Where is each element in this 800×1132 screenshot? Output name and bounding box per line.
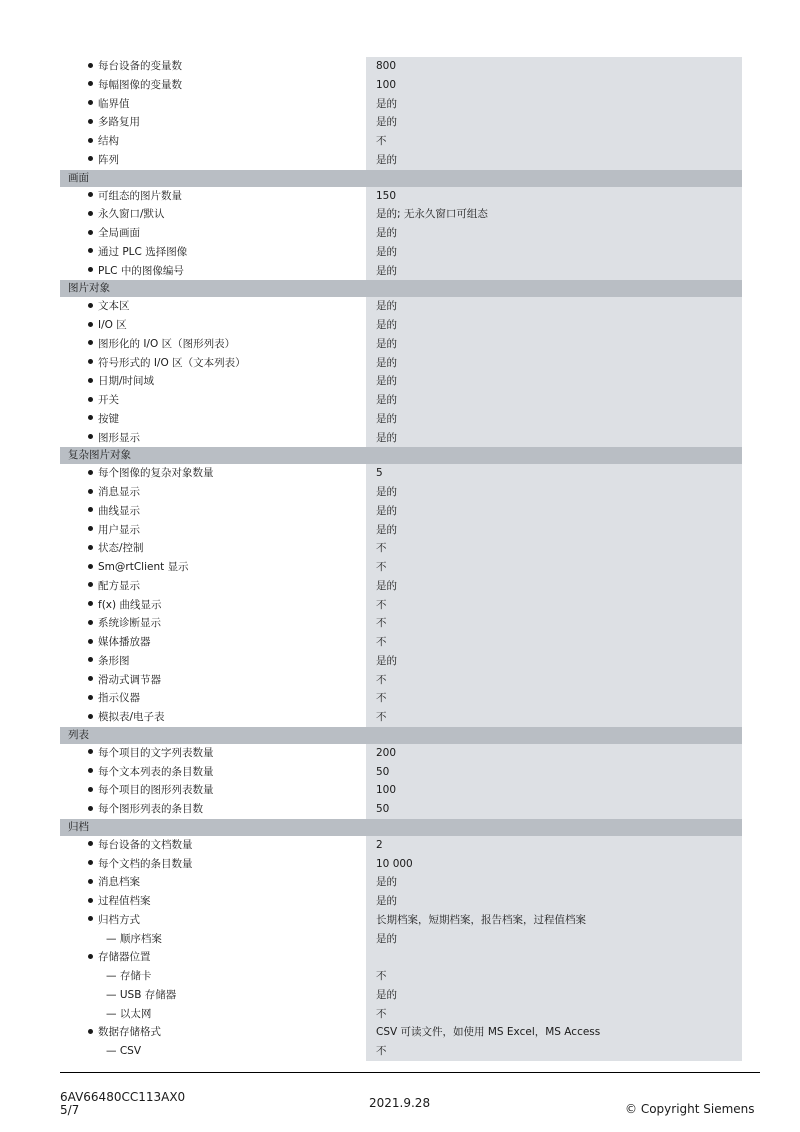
spec-value: 5 xyxy=(366,464,742,483)
bullet-icon xyxy=(88,230,93,235)
spec-label-text: 多路复用 xyxy=(98,116,140,129)
bullet-icon xyxy=(88,267,93,272)
spec-label-text: 文本区 xyxy=(98,300,130,313)
spec-row xyxy=(60,1042,742,1061)
spec-label-text: Sm@rtClient 显示 xyxy=(98,561,189,573)
spec-label-text: 每个项目的图形列表数量 xyxy=(98,784,214,797)
bullet-icon xyxy=(88,545,93,550)
spec-label xyxy=(88,354,246,373)
spec-value: 是的 xyxy=(366,502,742,521)
spec-label xyxy=(88,316,127,335)
spec-label-text: PLC 中的图像编号 xyxy=(98,264,184,277)
spec-row xyxy=(60,132,742,151)
spec-value: 不 xyxy=(366,596,742,615)
spec-label-text: — 以太网 xyxy=(106,1007,152,1020)
spec-row xyxy=(60,763,742,782)
spec-value: 是的 xyxy=(366,243,742,262)
spec-label-text: 消息显示 xyxy=(98,486,140,498)
spec-value: 150 xyxy=(366,187,742,206)
spec-row xyxy=(60,892,742,911)
bullet-icon xyxy=(88,359,93,364)
section-header: 列表 xyxy=(60,727,742,744)
spec-row xyxy=(60,410,742,429)
spec-label xyxy=(88,948,151,967)
bullet-icon xyxy=(88,378,93,383)
section-header: 画面 xyxy=(60,170,742,187)
spec-label xyxy=(88,521,140,540)
spec-row xyxy=(60,577,742,596)
spec-label-text: 全局画面 xyxy=(98,227,140,239)
bullet-icon xyxy=(88,1029,93,1034)
spec-label xyxy=(88,577,140,596)
spec-row xyxy=(60,391,742,410)
spec-label xyxy=(88,1023,161,1042)
section-header: 图片对象 xyxy=(60,280,742,297)
bullet-icon xyxy=(88,841,93,846)
spec-value: 不 xyxy=(366,967,742,986)
bullet-icon xyxy=(88,601,93,606)
bullet-icon xyxy=(88,639,93,644)
spec-value: 是的 xyxy=(366,316,742,335)
bullet-icon xyxy=(88,749,93,754)
spec-row xyxy=(60,429,742,448)
spec-value: 是的 xyxy=(366,297,742,316)
spec-value: 是的; 无永久窗口可组态 xyxy=(366,205,742,224)
spec-label-text: 每台设备的文档数量 xyxy=(98,838,193,851)
spec-label xyxy=(88,558,189,577)
spec-label xyxy=(88,596,161,615)
spec-label-text: 模拟表/电子表 xyxy=(98,711,165,723)
spec-label xyxy=(106,986,176,1005)
spec-label xyxy=(88,151,119,170)
spec-value: 是的 xyxy=(366,577,742,596)
spec-row xyxy=(60,596,742,615)
spec-label xyxy=(88,539,144,558)
spec-row xyxy=(60,930,742,949)
spec-row xyxy=(60,372,742,391)
spec-row xyxy=(60,521,742,540)
spec-label-text: f(x) 曲线显示 xyxy=(98,598,162,611)
spec-label-text: — CSV xyxy=(106,1045,142,1057)
spec-value: 10 000 xyxy=(366,855,742,874)
bullet-icon xyxy=(88,879,93,884)
spec-label xyxy=(88,224,140,243)
article-number: 6AV66480CC113AX0 xyxy=(60,1090,186,1104)
spec-row xyxy=(60,1005,742,1024)
spec-label-text: 存储器位置 xyxy=(98,951,151,964)
spec-row xyxy=(60,297,742,316)
bullet-icon xyxy=(88,340,93,345)
spec-row xyxy=(60,224,742,243)
spec-label xyxy=(88,614,161,633)
spec-label xyxy=(106,1005,151,1024)
section-header: 归档 xyxy=(60,819,742,836)
spec-label xyxy=(88,836,193,855)
spec-row xyxy=(60,800,742,819)
spec-label xyxy=(88,502,140,521)
spec-value: 不 xyxy=(366,539,742,558)
spec-label-text: 开关 xyxy=(98,394,119,406)
spec-value: 是的 xyxy=(366,224,742,243)
bullet-icon xyxy=(88,470,93,475)
spec-label-text: 每个文本列表的条目数量 xyxy=(98,765,214,778)
bullet-icon xyxy=(88,211,93,216)
spec-value: 是的 xyxy=(366,372,742,391)
spec-row xyxy=(60,151,742,170)
footer-divider xyxy=(60,1072,760,1073)
spec-label xyxy=(88,76,182,95)
copyright: © Copyright Siemens xyxy=(625,1102,755,1116)
spec-row xyxy=(60,948,742,967)
bullet-icon xyxy=(88,657,93,662)
spec-label xyxy=(88,57,182,76)
bullet-icon xyxy=(88,138,93,143)
spec-row xyxy=(60,671,742,690)
spec-label-text: 配方显示 xyxy=(98,579,140,592)
bullet-icon xyxy=(88,620,93,625)
spec-value: 是的 xyxy=(366,652,742,671)
spec-label xyxy=(88,429,140,448)
spec-label-text: 曲线显示 xyxy=(98,504,140,517)
spec-row xyxy=(60,633,742,652)
spec-row xyxy=(60,708,742,727)
bullet-icon xyxy=(88,489,93,494)
spec-label-text: 媒体播放器 xyxy=(98,636,151,648)
spec-label xyxy=(88,652,130,671)
spec-label-text: 按键 xyxy=(98,412,119,425)
spec-label xyxy=(88,132,119,151)
spec-label xyxy=(88,205,165,224)
document-date: 2021.9.28 xyxy=(369,1096,431,1110)
bullet-icon xyxy=(88,954,93,959)
bullet-icon xyxy=(88,695,93,700)
bullet-icon xyxy=(88,898,93,903)
bullet-icon xyxy=(88,100,93,105)
spec-value: 是的 xyxy=(366,391,742,410)
bullet-icon xyxy=(88,303,93,308)
bullet-icon xyxy=(88,192,93,197)
spec-label xyxy=(88,689,140,708)
spec-row xyxy=(60,744,742,763)
spec-row xyxy=(60,558,742,577)
spec-value: 100 xyxy=(366,76,742,95)
spec-label xyxy=(88,800,203,819)
spec-value: 不 xyxy=(366,1005,742,1024)
spec-label-text: 永久窗口/默认 xyxy=(98,208,165,221)
spec-label xyxy=(88,483,140,502)
spec-row xyxy=(60,689,742,708)
spec-label-text: 图形化的 I/O 区（图形列表） xyxy=(98,337,236,350)
spec-label-text: 每幅图像的变量数 xyxy=(98,78,182,91)
spec-label-text: 结构 xyxy=(98,135,119,147)
bullet-icon xyxy=(88,434,93,439)
bullet-icon xyxy=(88,397,93,402)
spec-label xyxy=(88,113,140,132)
spec-value: 2 xyxy=(366,836,742,855)
spec-label xyxy=(88,243,187,262)
spec-label xyxy=(88,187,182,206)
bullet-icon xyxy=(88,714,93,719)
bullet-icon xyxy=(88,248,93,253)
spec-row xyxy=(60,873,742,892)
spec-label xyxy=(88,763,214,782)
spec-label xyxy=(88,335,235,354)
spec-label xyxy=(88,892,151,911)
spec-row xyxy=(60,836,742,855)
spec-value: 不 xyxy=(366,671,742,690)
spec-label xyxy=(106,1042,141,1061)
spec-row xyxy=(60,967,742,986)
spec-label xyxy=(88,464,214,483)
spec-value: 是的 xyxy=(366,113,742,132)
spec-row xyxy=(60,262,742,281)
spec-value: 100 xyxy=(366,781,742,800)
spec-value: 800 xyxy=(366,57,742,76)
bullet-icon xyxy=(88,676,93,681)
spec-label-text: 图形显示 xyxy=(98,431,140,444)
spec-label-text: 每个图形列表的条目数 xyxy=(98,803,203,815)
spec-value: 是的 xyxy=(366,483,742,502)
spec-row xyxy=(60,243,742,262)
spec-value: CSV 可读文件，如使用 MS Excel，MS Access xyxy=(366,1023,742,1042)
bullet-icon xyxy=(88,156,93,161)
spec-label xyxy=(106,967,151,986)
spec-row xyxy=(60,855,742,874)
spec-row xyxy=(60,502,742,521)
spec-row xyxy=(60,781,742,800)
spec-value: 不 xyxy=(366,633,742,652)
spec-label-text: 每个项目的文字列表数量 xyxy=(98,746,214,759)
bullet-icon xyxy=(88,768,93,773)
spec-row xyxy=(60,95,742,114)
bullet-icon xyxy=(88,63,93,68)
spec-value: 是的 xyxy=(366,335,742,354)
spec-value: 是的 xyxy=(366,930,742,949)
spec-label-text: 用户显示 xyxy=(98,523,140,536)
spec-label xyxy=(88,781,214,800)
spec-label-text: 状态/控制 xyxy=(98,542,144,555)
spec-row xyxy=(60,986,742,1005)
spec-value: 是的 xyxy=(366,873,742,892)
spec-label-text: 可组态的图片数量 xyxy=(98,189,182,202)
spec-label-text: 条形图 xyxy=(98,654,130,667)
bullet-icon xyxy=(88,415,93,420)
spec-row xyxy=(60,316,742,335)
spec-label xyxy=(88,410,119,429)
bullet-icon xyxy=(88,916,93,921)
spec-value: 是的 xyxy=(366,429,742,448)
spec-value xyxy=(366,948,742,967)
spec-label xyxy=(88,708,165,727)
page-number: 5/7 xyxy=(60,1103,80,1117)
spec-value: 是的 xyxy=(366,892,742,911)
spec-label-text: — 顺序档案 xyxy=(106,932,162,945)
spec-row xyxy=(60,464,742,483)
spec-label xyxy=(88,744,214,763)
spec-row xyxy=(60,652,742,671)
spec-label xyxy=(88,391,119,410)
spec-value: 是的 xyxy=(366,262,742,281)
spec-value: 长期档案，短期档案，报告档案，过程值档案 xyxy=(366,911,742,930)
spec-row xyxy=(60,354,742,373)
spec-label-text: 归档方式 xyxy=(98,913,140,926)
spec-value: 不 xyxy=(366,708,742,727)
spec-label-text: 阵列 xyxy=(98,153,119,166)
spec-row xyxy=(60,205,742,224)
spec-label xyxy=(88,671,161,690)
spec-value: 50 xyxy=(366,763,742,782)
spec-row xyxy=(60,335,742,354)
bullet-icon xyxy=(88,860,93,865)
spec-label-text: 每个文档的条目数量 xyxy=(98,857,193,870)
spec-row xyxy=(60,911,742,930)
spec-value: 不 xyxy=(366,614,742,633)
spec-row xyxy=(60,483,742,502)
spec-label-text: — USB 存储器 xyxy=(106,988,177,1001)
spec-value: 是的 xyxy=(366,986,742,1005)
bullet-icon xyxy=(88,119,93,124)
spec-row xyxy=(60,113,742,132)
bullet-icon xyxy=(88,507,93,512)
spec-label xyxy=(88,297,130,316)
spec-label-text: 通过 PLC 选择图像 xyxy=(98,245,188,258)
bullet-icon xyxy=(88,787,93,792)
spec-row xyxy=(60,539,742,558)
section-header: 复杂图片对象 xyxy=(60,447,742,464)
bullet-icon xyxy=(88,564,93,569)
spec-value: 50 xyxy=(366,800,742,819)
spec-row xyxy=(60,614,742,633)
spec-label-text: 临界值 xyxy=(98,97,130,110)
bullet-icon xyxy=(88,526,93,531)
spec-value: 是的 xyxy=(366,354,742,373)
spec-value: 不 xyxy=(366,558,742,577)
bullet-icon xyxy=(88,81,93,86)
spec-label xyxy=(88,372,154,391)
spec-label xyxy=(88,911,140,930)
spec-label-text: I/O 区 xyxy=(98,319,127,331)
spec-value: 200 xyxy=(366,744,742,763)
spec-label-text: 消息档案 xyxy=(98,876,140,889)
spec-table xyxy=(60,57,742,1061)
spec-label-text: 每台设备的变量数 xyxy=(98,60,182,72)
spec-label-text: 数据存储格式 xyxy=(98,1026,161,1039)
spec-row xyxy=(60,187,742,206)
spec-row xyxy=(60,57,742,76)
spec-label-text: 系统诊断显示 xyxy=(98,617,161,630)
spec-value: 是的 xyxy=(366,410,742,429)
bullet-icon xyxy=(88,806,93,811)
spec-value: 不 xyxy=(366,689,742,708)
spec-label xyxy=(106,930,162,949)
spec-value: 是的 xyxy=(366,95,742,114)
spec-row xyxy=(60,76,742,95)
spec-row xyxy=(60,1023,742,1042)
spec-value: 是的 xyxy=(366,521,742,540)
spec-label xyxy=(88,95,130,114)
spec-label-text: 过程值档案 xyxy=(98,895,151,907)
spec-label-text: 指示仪器 xyxy=(98,692,140,705)
spec-label-text: 每个图像的复杂对象数量 xyxy=(98,467,214,480)
spec-label xyxy=(88,262,184,281)
spec-value: 不 xyxy=(366,132,742,151)
spec-value: 不 xyxy=(366,1042,742,1061)
spec-label-text: 符号形式的 I/O 区（文本列表） xyxy=(98,356,246,369)
bullet-icon xyxy=(88,582,93,587)
bullet-icon xyxy=(88,322,93,327)
spec-label xyxy=(88,855,193,874)
spec-label-text: 滑动式调节器 xyxy=(98,673,161,686)
spec-label xyxy=(88,873,140,892)
spec-label-text: 日期/时间域 xyxy=(98,375,155,388)
spec-label xyxy=(88,633,151,652)
spec-value: 是的 xyxy=(366,151,742,170)
spec-label-text: — 存储卡 xyxy=(106,970,152,982)
